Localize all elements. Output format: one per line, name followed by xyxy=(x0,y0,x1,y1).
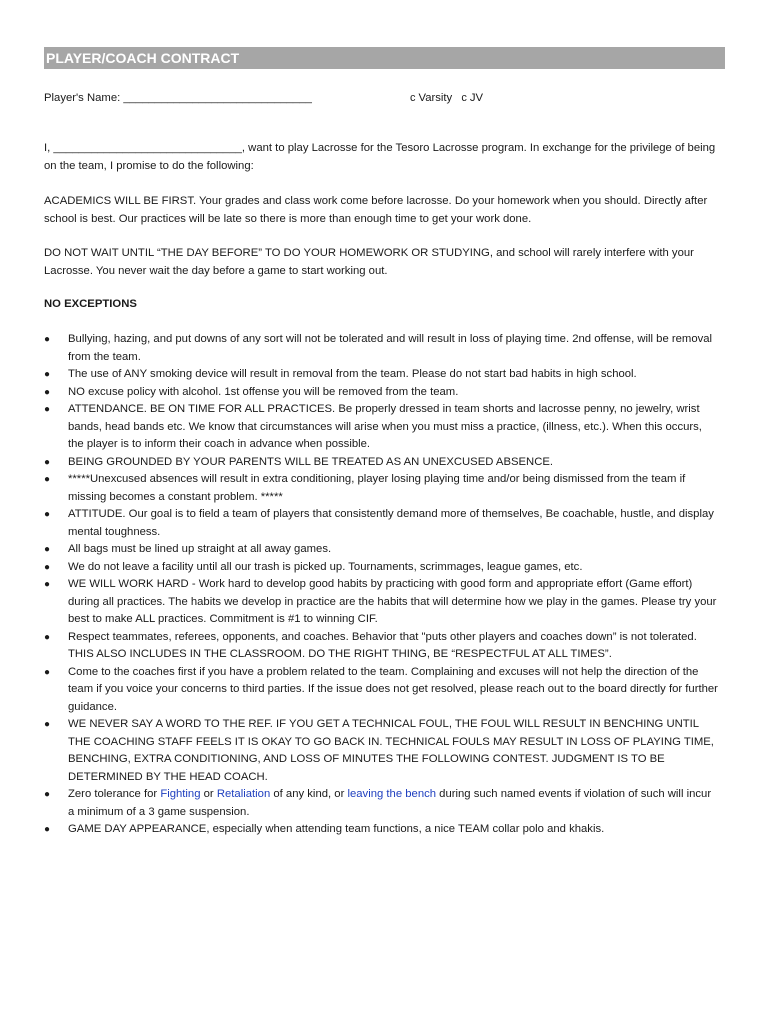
retaliation-link[interactable]: Retaliation xyxy=(216,788,271,800)
rule-text: ATTITUDE. Our goal is to field a team of players that consistently demand more of themselves, Be coachable, hustle, and display mental toughness. xyxy=(68,508,714,538)
bullet-icon: ● xyxy=(44,509,51,520)
player-name-row xyxy=(44,90,725,106)
academics-paragraph: ACADEMICS WILL BE FIRST. Your grades and class work come before lacrosse. Do your homework when you should. Directly after school is best. Our practices will be late so there is more than enough time to get your work done. xyxy=(44,195,708,225)
bullet-icon: ● xyxy=(44,544,51,555)
bullet-icon: ● xyxy=(44,579,51,590)
varsity-checkbox[interactable]: c xyxy=(410,92,416,104)
rule-item xyxy=(44,716,720,786)
fighting-link[interactable]: Fighting xyxy=(160,788,201,800)
zero-tolerance-text-4: during such named events if violation of such will incur a minimum of a 3 game suspension. xyxy=(68,788,712,818)
jv-label: JV xyxy=(469,92,484,104)
rule-item xyxy=(44,366,720,384)
varsity-label: Varsity xyxy=(418,92,453,104)
bullet-icon: ● xyxy=(44,369,51,380)
bullet-icon: ● xyxy=(44,789,51,800)
zero-tolerance-text-2: or xyxy=(200,788,217,800)
bullet-icon: ● xyxy=(44,824,51,835)
rule-text: BEING GROUNDED BY YOUR PARENTS WILL BE TREATED AS AN UNEXCUSED ABSENCE. xyxy=(68,455,554,468)
no-exceptions-heading: NO EXCEPTIONS xyxy=(44,298,137,310)
jv-option[interactable] xyxy=(461,92,483,104)
leaving-the-bench-link[interactable]: leaving the bench xyxy=(347,788,437,800)
rule-item xyxy=(44,471,720,506)
rule-text: Respect teammates, referees, opponents, and coaches. Behavior that "puts other players and coaches down” is not tolerated. THIS ALSO INCLUDES IN THE CLASSROOM. DO THE RIGHT THING, BE “RESPECTFUL AT ALL TIMES”. xyxy=(68,630,697,660)
rule-text: ATTENDANCE. BE ON TIME FOR ALL PRACTICES. Be properly dressed in team shorts and lacrosse penny, no jewelry, wrist bands, head bands etc. We know that circumstances will arise when you must miss a practice, (illness, etc.). When this occurs, the player is to inform their coach in advance when possible. xyxy=(68,403,702,450)
rule-text: The use of ANY smoking device will result in removal from the team. Please do not start bad habits in high school. xyxy=(68,368,637,380)
rule-item xyxy=(44,384,720,402)
rule-item xyxy=(44,629,720,664)
players-name-label: Player's Name: xyxy=(44,92,121,104)
team-selection xyxy=(410,90,489,106)
rule-item xyxy=(44,331,720,366)
bullet-icon: ● xyxy=(44,404,51,415)
zero-tolerance-item xyxy=(44,786,720,821)
bullet-icon: ● xyxy=(44,334,51,345)
rule-item xyxy=(44,541,720,559)
homework-warning-paragraph: DO NOT WAIT UNTIL “THE DAY BEFORE” TO DO YOUR HOMEWORK OR STUDYING, and school will rarely interfere with your Lacrosse. You never wait the day before a game to start working out. xyxy=(44,247,694,277)
player-name-blank[interactable]: ______________________________ xyxy=(123,92,312,104)
bullet-icon: ● xyxy=(44,386,51,398)
intro-name-blank[interactable]: ______________________________ xyxy=(53,142,242,154)
jv-checkbox[interactable]: c xyxy=(461,92,467,104)
bullet-icon: ● xyxy=(44,666,51,678)
bullet-icon: ● xyxy=(44,719,51,730)
rule-text: We do not leave a facility until all our trash is picked up. Tournaments, scrimmages, league games, etc. xyxy=(68,560,583,573)
rule-text: Bullying, hazing, and put downs of any sort will not be tolerated and will result in loss of playing time. 2nd offense, will be removal from the team. xyxy=(68,333,713,363)
rule-text: WE WILL WORK HARD - Work hard to develop good habits by practicing with good form and appropriate effort (Game effort) during all practices. The habits we develop in practice are the habits that will determine how we play in the games. Please try your best to make ALL practices. Commitment is #1 to winning CIF. xyxy=(68,578,717,625)
rule-item xyxy=(44,559,720,577)
rule-text: *****Unexcused absences will result in extra conditioning, player losing playing time and/or being dismissed from the team if missing becomes a constant problem. ***** xyxy=(68,473,686,503)
game-day-text: GAME DAY APPEARANCE, especially when attending team functions, a nice TEAM collar polo and khakis. xyxy=(68,823,605,835)
bullet-icon: ● xyxy=(44,456,51,468)
rules-list xyxy=(44,331,720,839)
intro-paragraph xyxy=(44,140,720,175)
zero-tolerance-text-3: of any kind, or xyxy=(270,788,348,800)
rule-item xyxy=(44,454,720,472)
zero-tolerance-text-1: Zero tolerance for xyxy=(68,788,161,800)
game-day-item xyxy=(44,821,720,839)
rule-text: Come to the coaches first if you have a problem related to the team. Complaining and excuses will not help the direction of the team if you voice your concerns to third parties. If the issue does not get resolved, please reach out to the board directly for further guidance. xyxy=(68,665,718,713)
varsity-option[interactable] xyxy=(410,92,455,104)
rule-item xyxy=(44,506,720,541)
page-title: PLAYER/COACH CONTRACT xyxy=(44,47,725,69)
rule-text: NO excuse policy with alcohol. 1st offense you will be removed from the team. xyxy=(68,385,459,398)
rule-item xyxy=(44,401,720,454)
rule-item xyxy=(44,576,720,629)
rule-text: All bags must be lined up straight at all away games. xyxy=(68,543,332,555)
bullet-icon: ● xyxy=(44,631,51,643)
bullet-icon: ● xyxy=(44,561,51,573)
rule-text: WE NEVER SAY A WORD TO THE REF. IF YOU GET A TECHNICAL FOUL, THE FOUL WILL RESULT IN BENCHING UNTIL THE COACHING STAFF FEELS IT IS OKAY TO GO BACK IN. TECHNICAL FOULS MAY RESULT IN LOSS OF PLAYING TIME, BENCHING, EXTRA CONDITIONING, AND LOSS OF MINUTES THE FOLLOWING CONTEST. JUDGMENT IS TO BE DETERMINED BY THE HEAD COACH. xyxy=(68,718,714,783)
rule-item xyxy=(44,664,720,717)
intro-text: , want to play Lacrosse for the Tesoro Lacrosse program. In exchange for the privilege of being on the team, I promise to do the following: xyxy=(44,142,716,172)
intro-prefix: I, xyxy=(44,142,51,154)
bullet-icon: ● xyxy=(44,474,51,485)
